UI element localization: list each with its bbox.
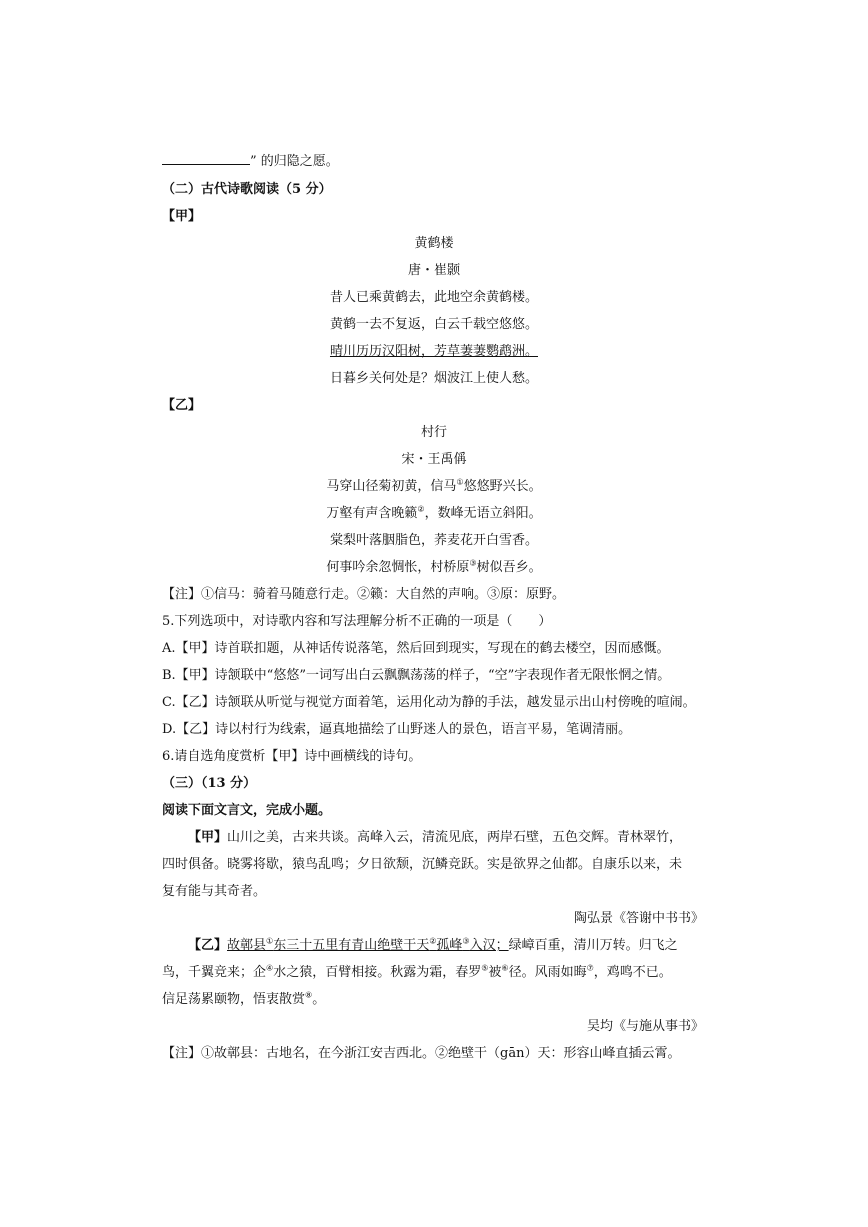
text-part: 鸟，千翼竞来；企 [162,965,267,980]
text-part: 被 [488,965,502,980]
footnote-mark: ⑤ [481,963,489,973]
poem1-title: 黄鹤楼 [414,236,454,251]
yi-text-label: 【乙】 [188,938,228,953]
yi-text-line-3 [162,991,325,1009]
footnote-mark: ⑦ [586,963,594,973]
jia-text-label: 【甲】 [188,830,228,845]
answer-blank[interactable] [162,154,250,165]
text-part: 信足荡累颐物，悟衷散赏 [162,992,306,1007]
yi-text-line-1 [188,937,678,955]
jia-text-line-2: 四时俱备。晓雾将歇，猿鸟乱鸣；夕日欲颓，沉鳞竞跃。实是欲界之仙都。自康乐以来，未 [162,857,683,872]
jia-text-line-1 [188,829,682,847]
poem-note: 【注】①信马：骑着马随意行走。②籁：大自然的声响。③原：原野。 [162,587,566,602]
prose-note: 【注】①故鄣县：古地名，在今浙江安吉西北。②绝壁干（gān）天：形容山峰直插云霄。 [162,1046,681,1061]
text-part: 径。风雨如晦 [508,965,587,980]
verse-part: 树似吾乡。 [476,560,542,575]
section3-heading: （三）（13 分） [162,776,257,791]
text-part: 。 [312,992,326,1007]
poem1-line-4: 日暮乡关何处是？烟波江上使人愁。 [329,371,538,386]
poem1-author: 唐・崔颢 [407,263,460,278]
q5-option-d[interactable]: D.【乙】诗以村行为线索，逼真地描绘了山野迷人的景色，语言平易，笔调清丽。 [162,722,632,737]
poem1-line-3-underlined [0,343,868,361]
text-part: 东三十五里有青山绝壁干天 [273,938,430,953]
footnote-mark: ② [429,936,437,946]
jia-label: 【甲】 [162,209,202,224]
section3-instruction: 阅读下面文言文，完成小题。 [162,803,332,818]
verse-part: 何事吟余忽惆怅，村桥原 [326,560,470,575]
footnote-mark: ① [456,477,464,487]
footnote-mark: ① [266,936,274,946]
poem1-line-2: 黄鹤一去不复返，白云千载空悠悠。 [329,317,538,332]
poem2-line-3: 棠梨叶落胭脂色，荞麦花开白雪香。 [329,533,538,548]
question-5: 5.下列选项中，对诗歌内容和写法理解分析不正确的一项是（ ） [162,614,552,629]
poem2-line-1 [0,478,868,496]
yi-text-line-2 [162,964,672,982]
text-part: 故鄣县 [227,938,267,953]
poem2-author: 宋・王禹偁 [401,452,467,467]
poem2-line-4 [0,559,868,577]
yi-source: 吴均《与施从事书》 [586,1019,704,1034]
underlined-text [227,938,509,953]
text-part: 入汉； [469,938,509,953]
jia-source: 陶弘景《答谢中书书》 [573,911,704,926]
q5-option-c[interactable]: C.【乙】诗颔联从听觉与视觉方面着笔，运用化动为静的手法，越发显示出山村傍晚的喧闹。 [162,695,696,710]
poem2-title: 村行 [420,425,447,440]
blank-line [162,153,339,171]
poem1-line-1: 昔人已乘黄鹤去，此地空余黄鹤楼。 [329,290,538,305]
text-part: ，鸡鸣不已。 [593,965,672,980]
footnote-mark: ③ [469,558,477,568]
verse-part: ，数峰无语立斜阳。 [424,506,542,521]
footnote-mark: ④ [266,963,274,973]
question-6: 6.请自选角度赏析【甲】诗中画横线的诗句。 [162,749,422,764]
yi-label: 【乙】 [162,398,202,413]
footnote-mark: ③ [462,936,470,946]
blank-line-text: ” 的归隐之愿。 [250,154,339,169]
footnote-mark: ② [417,504,425,514]
verse-part: 万壑有声含晚籁 [326,506,418,521]
q5-option-b[interactable]: B.【甲】诗颔联中“悠悠”一词写出白云飘飘荡荡的样子，“空”字表现作者无限怅惘之情。 [162,668,671,683]
q5-option-a[interactable]: A.【甲】诗首联扣题，从神话传说落笔，然后回到现实，写现在的鹤去楼空，因而感慨。 [162,641,670,656]
poem2-line-2 [0,505,868,523]
verse-part: 马穿山径菊初黄，信马 [326,479,457,494]
section2-heading: （二）古代诗歌阅读（5 分） [162,182,332,197]
footnote-mark: ⑥ [501,963,509,973]
jia-text-line-3: 复有能与其奇者。 [162,884,267,899]
text-part: 山川之美，古来共谈。高峰入云，清流见底，两岸石壁，五色交辉。青林翠竹， [227,830,683,845]
underlined-verse: 晴川历历汉阳树，芳草萋萋鹦鹉洲。 [329,344,538,359]
footnote-mark: ⑧ [305,990,313,1000]
text-part: 绿嶂百重，清川万转。归飞之 [508,938,678,953]
text-part: 水之猿，百臂相接。秋露为霜，春罗 [273,965,482,980]
text-part: 孤峰 [436,938,463,953]
verse-part: 悠悠野兴长。 [463,479,542,494]
